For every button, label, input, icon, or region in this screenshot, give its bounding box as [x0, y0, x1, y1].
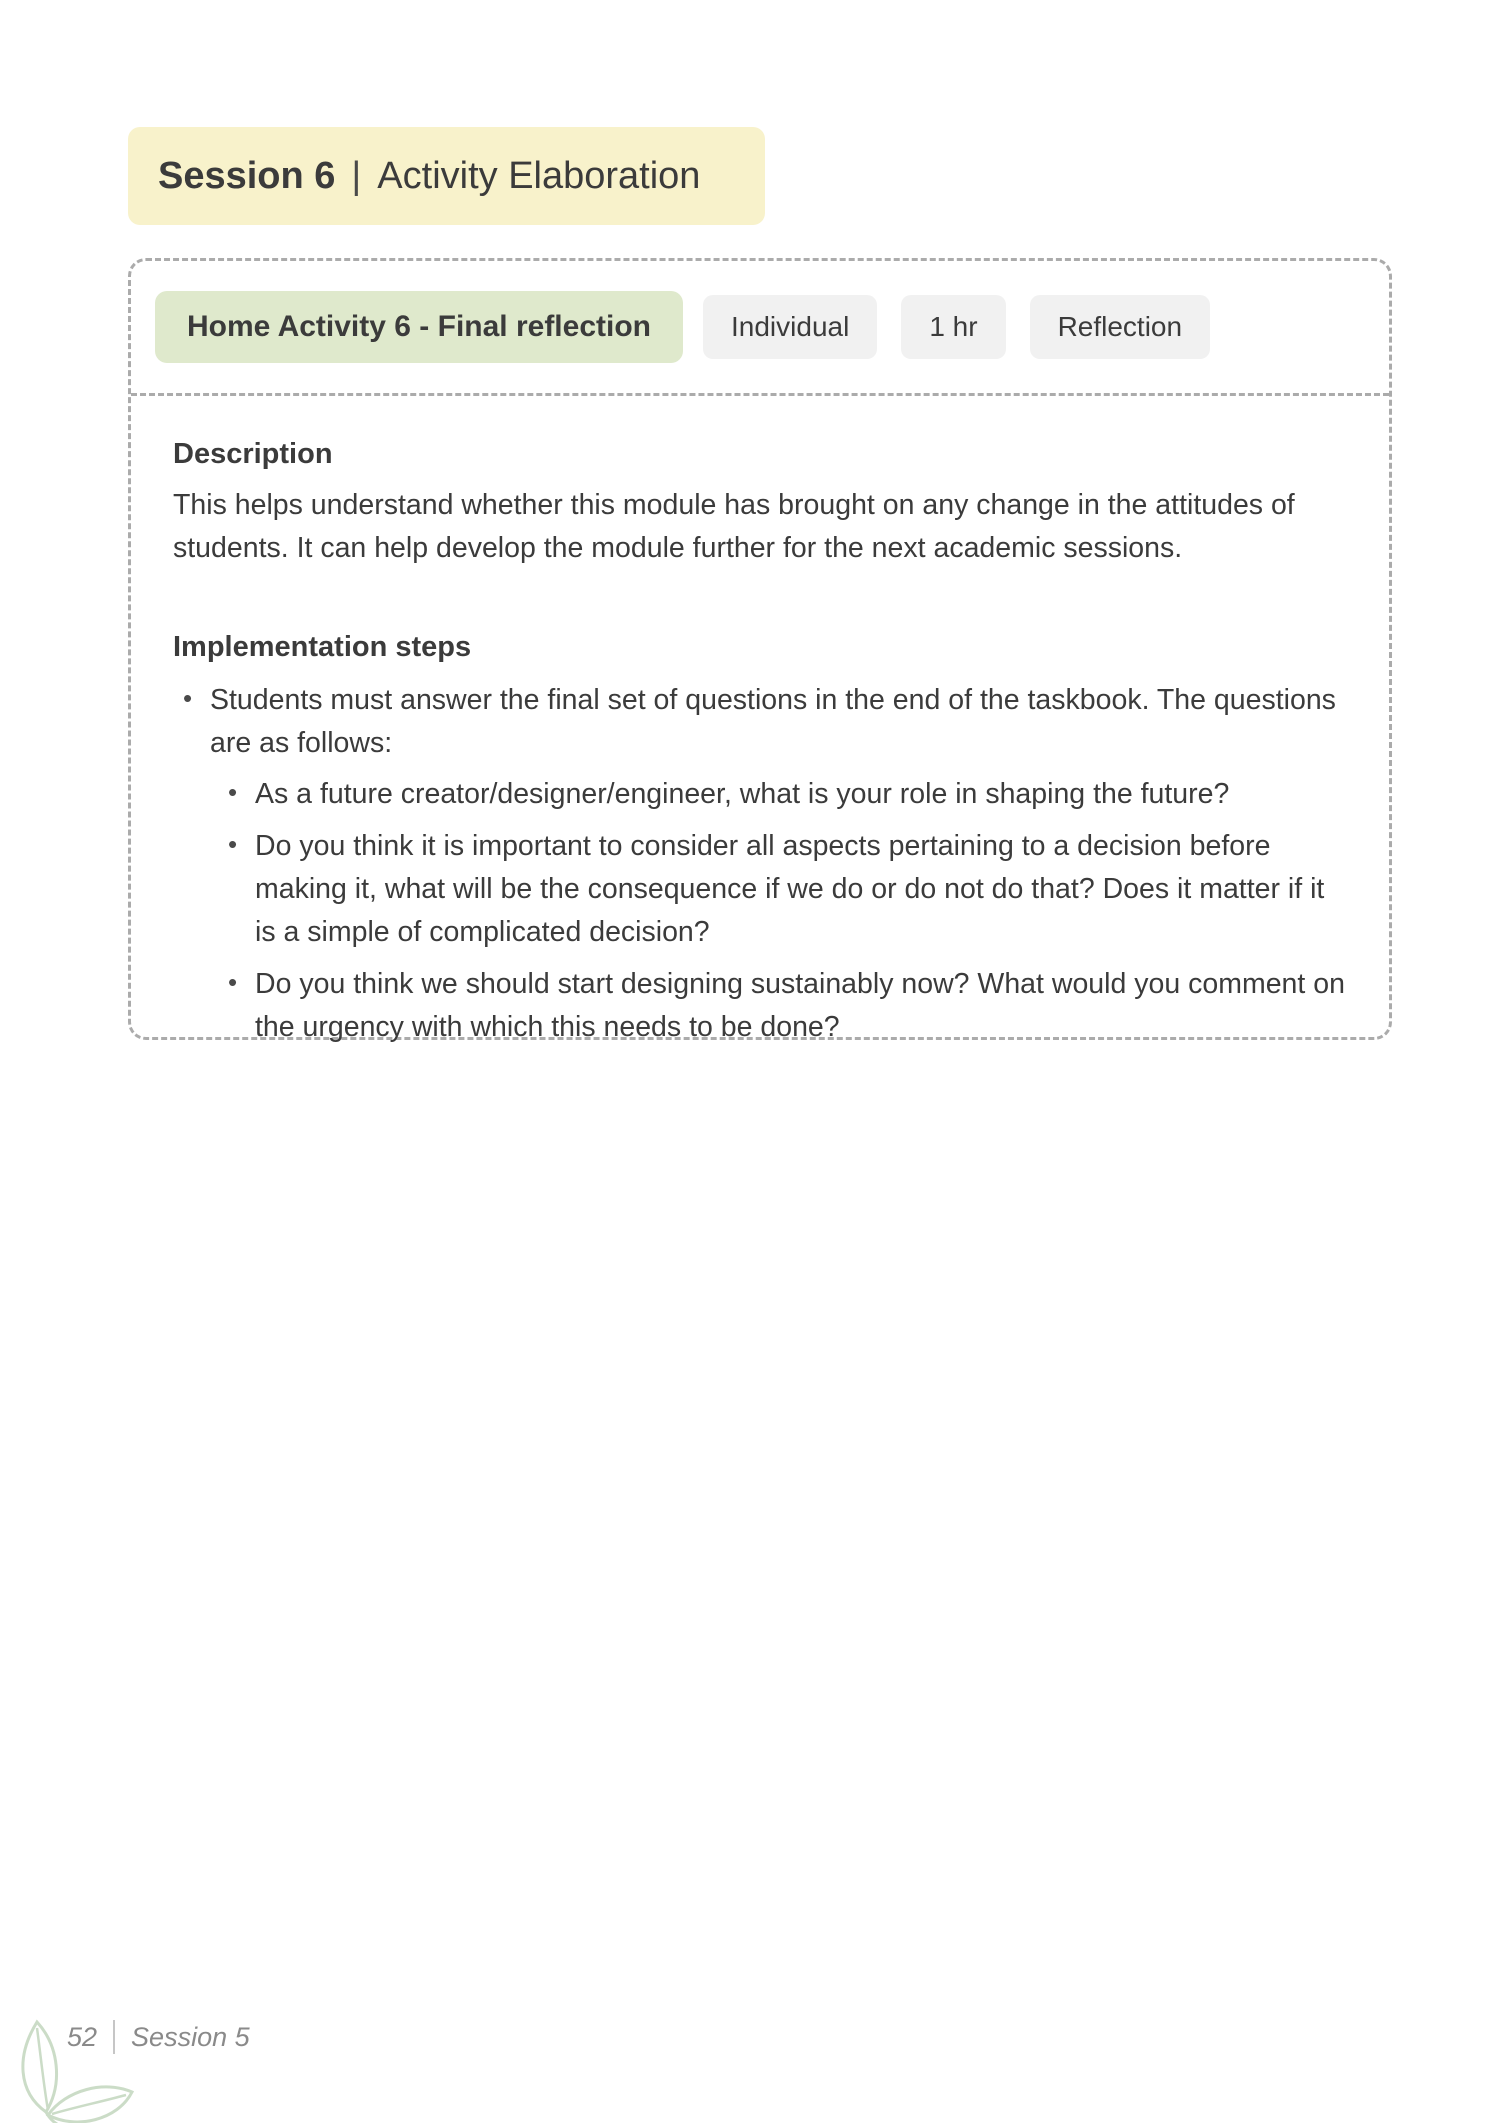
reflection-question: • Do you think it is important to consider all aspects pertaining to a decision before making it, what will be the consequence if we do or do not do that? Does it matter if it is a simple of complicated decision? [210, 825, 1347, 955]
tag-group-mode [703, 295, 877, 359]
header-separator: | [351, 154, 362, 197]
tag-activity-type [1030, 295, 1211, 359]
activity-card [128, 258, 1392, 1043]
tag-duration [901, 295, 1005, 359]
reflection-question: • As a future creator/designer/engineer, what is your role in shaping the future? [210, 773, 1347, 816]
session-number-label: Session 6 [158, 154, 336, 197]
implementation-steps-heading: Implementation steps [173, 630, 472, 663]
tag-label: 1 hr [929, 311, 978, 342]
tag-label: Individual [731, 311, 850, 342]
activity-card-header [131, 261, 1389, 396]
page-title: Activity Elaboration [377, 154, 701, 197]
page-footer [67, 2020, 250, 2054]
reflection-questions-list [210, 773, 1347, 1049]
session-header [128, 127, 765, 225]
tag-label: Reflection [1057, 311, 1183, 342]
activity-title: Home Activity 6 - Final reflection [187, 310, 651, 343]
description-heading: Description [173, 438, 333, 470]
activity-title-pill [155, 291, 683, 363]
page-number: 52 [67, 2021, 98, 2052]
implementation-steps-list [173, 679, 1347, 1050]
reflection-question: • Do you think we should start designing sustainably now? What would you comment on the urgency with which this needs to be done? [210, 963, 1347, 1050]
activity-card-body [131, 396, 1389, 1079]
implementation-step [173, 679, 1347, 1050]
description-text: This helps understand whether this module has brought on any change in the attitudes of students. It can help develop the module further for the next academic sessions. [173, 489, 1295, 565]
implementation-step-text: Students must answer the final set of questions in the end of the taskbook. The questions are as follows: [210, 683, 1336, 760]
footer-section-label: Session 5 [131, 2021, 250, 2052]
footer-divider [113, 2020, 115, 2054]
